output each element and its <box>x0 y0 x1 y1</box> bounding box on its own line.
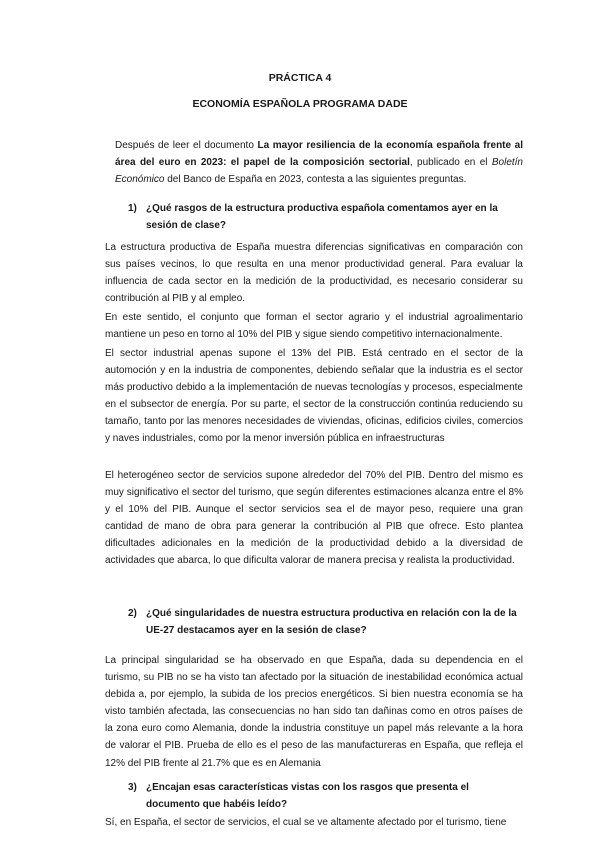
document-title: PRÁCTICA 4 <box>268 72 332 84</box>
answer-1-paragraph-3: El sector industrial apenas supone el 13% del PIB. Está centrado en el sector de la automoción y en la industria de componentes, debiendo señalar que la industria es el sector más productivo debido a la implementación de nuevas tecnologías y procesos, especialmente en el subsector de energía. Por su parte, el sector de la construcción continúa reduciendo su tamaño, tanto por las menores necesidades de viviendas, oficinas, edificios civiles, comercios y naves industriales, como por la menor inversión pública en infraestructuras <box>105 348 523 445</box>
intro-text-2: , publicado en el <box>409 157 492 169</box>
answer-1-paragraph-2: En este sentido, el conjunto que forman el sector agrario y el industrial agroalimentario mantiene un peso en torno al 10% del PIB y sigue siendo competitivo internacionalmente. <box>105 312 523 341</box>
question-number: 3) <box>128 782 137 793</box>
intro-doc-title: La mayor resiliencia de la economía española frente al área del euro en 2023: el papel de la composición sectorial <box>115 140 524 169</box>
answer-1-paragraph-4: El heterogéneo sector de servicios supone alrededor del 70% del PIB. Dentro del mismo es muy significativo el sector del turismo, que según diferentes estimaciones alcanza entre el 8% y el 10% del PIB. Aunque el sector servicios sea el de mayor peso, requiere una gran cantidad de mano de obra para generar la contribución al PIB que ofrece. Esto plantea dificultades adicionales en la medición de la productividad debido a la diversidad de actividades que abarca, lo que dificulta valorar de manera precisa y realista la productividad. <box>105 470 523 567</box>
intro-paragraph <box>115 137 523 188</box>
answer-3-paragraph: Sí, en España, el sector de servicios, el cual se ve altamente afectado por el turismo, tiene <box>105 817 507 828</box>
answer-1-paragraph-1: La estructura productiva de España muestra diferencias significativas en comparación con sus países vecinos, lo que resulta en una menor productividad general. Para evaluar la influencia de cada sector en la medición de la productividad, es necesario considerar su contribución al PIB y al empleo. <box>105 242 523 305</box>
question-text: ¿Qué singularidades de nuestra estructura productiva en relación con la de la UE-27 destacamos ayer en la sesión de clase? <box>146 608 517 636</box>
question-number: 2) <box>128 608 137 619</box>
question-text: ¿Qué rasgos de la estructura productiva española comentamos ayer en la sesión de clase? <box>146 203 498 231</box>
question-2 <box>128 605 520 639</box>
question-1 <box>128 200 520 234</box>
answer-2-paragraph: La principal singularidad se ha observado en que España, dada su dependencia en el turismo, su PIB no se ha visto tan afectado por la situación de inestabilidad económica actual debida a, por ejemplo, la subida de los precios energéticos. Si bien nuestra economía se ha visto también afectada, las consecuencias no han sido tan dañinas como en otros países de la zona euro como Alemania, donde la industria constituye un papel más relevante a la hora de valorar el PIB. Prueba de ello es el peso de las manufactureras en España, que refleja el 12% del PIB frente al 21.7% que es en Alemania <box>105 655 523 769</box>
question-number: 1) <box>128 203 137 214</box>
question-3 <box>128 779 520 813</box>
question-text: ¿Encajan esas características vistas con los rasgos que presenta el documento que habéis leído? <box>146 782 469 810</box>
intro-publication: Boletín Económico <box>115 157 523 186</box>
intro-text-1: Después de leer el documento <box>115 140 258 151</box>
intro-text-3: del Banco de España en 2023, contesta a las siguientes preguntas. <box>164 174 467 186</box>
document-subtitle: ECONOMÍA ESPAÑOLA PROGRAMA DADE <box>192 98 408 110</box>
